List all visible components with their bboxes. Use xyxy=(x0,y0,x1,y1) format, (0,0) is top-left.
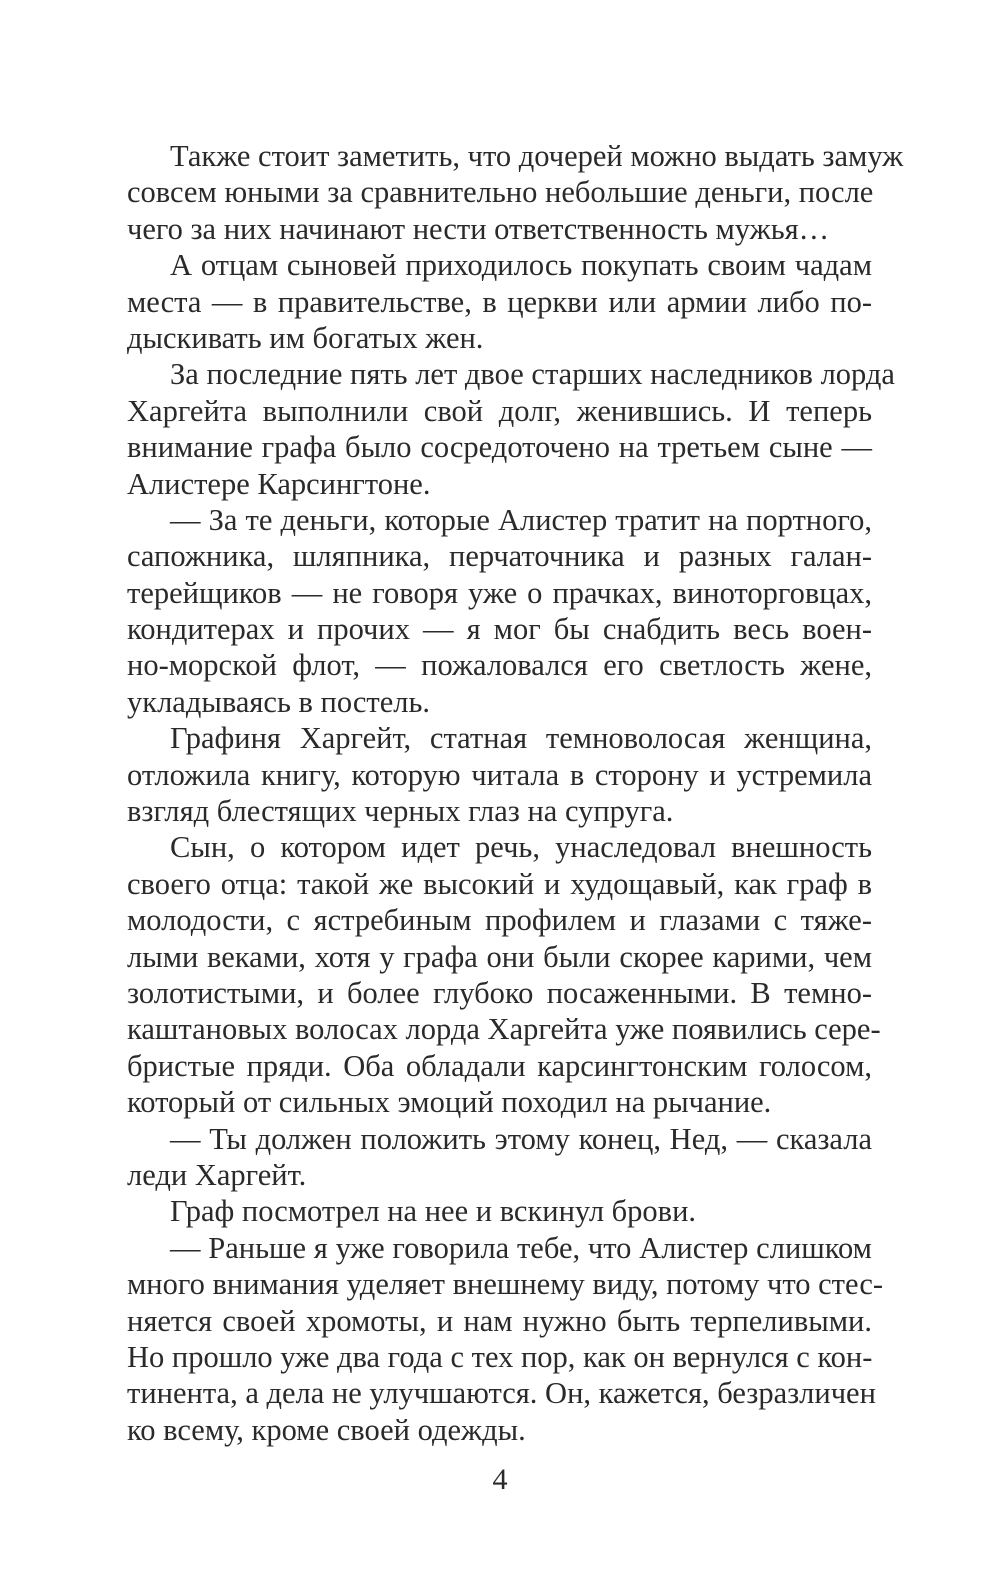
text-line: совсем юными за сравнительно небольшие деньги, после xyxy=(127,175,874,210)
text-line: места — в правительстве, в церкви или армии либо по- xyxy=(127,284,872,319)
text-line: чего за них начинают нести ответственность мужья… xyxy=(127,211,830,246)
text-line: молодости, с ястребиным профилем и глазами с тяже- xyxy=(127,903,872,938)
paragraph xyxy=(127,502,872,720)
text-line: Харгейта выполнили свой долг, женившись. И теперь xyxy=(127,393,872,428)
text-line: Граф посмотрел на нее и вскинул брови. xyxy=(170,1194,697,1229)
text-line: няется своей хромоты, и нам нужно быть терпеливыми. xyxy=(127,1303,872,1338)
text-line: отложила книгу, которую читала в сторону и устремила xyxy=(127,757,872,792)
paragraph xyxy=(127,1121,872,1194)
body-text xyxy=(127,138,904,1448)
paragraph xyxy=(127,138,904,247)
text-line: ко всему, кроме своей одежды. xyxy=(127,1412,526,1447)
text-line: внимание графа было сосредоточено на третьем сыне — xyxy=(127,430,872,465)
text-line: но-морской флот, — пожаловался его светлость жене, xyxy=(127,648,872,683)
text-line: бристые пряди. Оба обладали карсингтонским голосом, xyxy=(127,1048,872,1083)
text-line: Но прошло уже два года с тех пор, как он вернулся с кон- xyxy=(127,1339,873,1374)
text-line: терейщиков — не говоря уже о прачках, виноторговцах, xyxy=(127,575,872,610)
text-line: много внимания уделяет внешнему виду, потому что стес- xyxy=(127,1267,884,1302)
text-line: лыми веками, хотя у графа они были скорее карими, чем xyxy=(127,939,872,974)
text-line: каштановых волосах лорда Харгейта уже появились сере- xyxy=(127,1012,881,1047)
paragraph xyxy=(127,1193,872,1229)
page-number: 4 xyxy=(492,1463,508,1496)
text-line: кондитерах и прочих — я мог бы снабдить весь воен- xyxy=(127,612,872,647)
text-line: золотистыми, и более глубоко посаженными. В темно- xyxy=(127,975,872,1010)
text-line: А отцам сыновей приходилось покупать своим чадам xyxy=(170,248,872,283)
paragraph xyxy=(127,356,895,502)
paragraph xyxy=(127,1230,884,1448)
text-line: — Раньше я уже говорила тебе, что Алистер слишком xyxy=(170,1230,872,1265)
text-line: сапожника, шляпника, перчаточника и разных галан- xyxy=(127,539,872,574)
paragraph xyxy=(127,720,872,829)
text-line: который от сильных эмоций походил на рычание. xyxy=(127,1085,772,1120)
text-line: леди Харгейт. xyxy=(127,1157,307,1192)
text-line: укладываясь в постель. xyxy=(127,684,430,719)
text-line: Алистере Карсингтоне. xyxy=(127,466,431,501)
paragraph xyxy=(127,829,881,1120)
text-line: — За те деньги, которые Алистер тратит на портного, xyxy=(170,502,872,537)
text-line: Графиня Харгейт, статная темноволосая женщина, xyxy=(170,721,872,756)
text-line: За последние пять лет двое старших наследников лорда xyxy=(170,357,895,392)
text-line: Сын, о котором идет речь, унаследовал внешность xyxy=(170,830,872,865)
text-line: своего отца: такой же высокий и худощавый, как граф в xyxy=(127,866,872,901)
text-line: дыскивать им богатых жен. xyxy=(127,320,484,355)
text-line: — Ты должен положить этому конец, Нед, — сказала xyxy=(170,1121,872,1156)
paragraph xyxy=(127,247,872,356)
text-line: тинента, а дела не улучшаются. Он, кажется, безразличен xyxy=(127,1376,876,1411)
text-line: Также стоит заметить, что дочерей можно выдать замуж xyxy=(170,139,904,173)
text-line: взгляд блестящих черных глаз на супруга. xyxy=(127,794,674,829)
